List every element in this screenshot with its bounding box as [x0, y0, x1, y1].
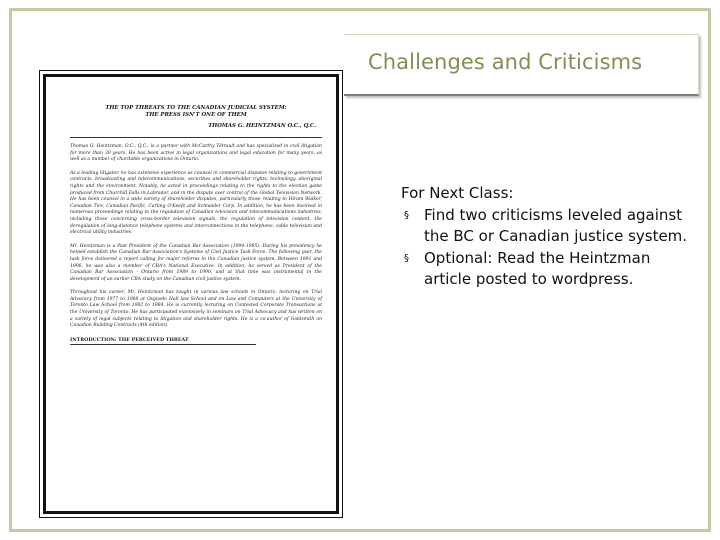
document-divider — [70, 137, 322, 138]
bullet-marker-icon: § — [404, 209, 409, 221]
document-heading-line-2: THE PRESS ISN'T ONE OF THEM — [145, 112, 247, 118]
document-section-heading: INTRODUCTION: THE PERCEIVED THREAT — [70, 337, 256, 345]
document-paragraph-3: Mr. Heintzman is a Past President of the Canadian Bar Association (1994-1995). During his presidency he helped establish the Canadian Bar Association's Systems of Civil Justice Task Force. The following year, the task force delivered a report calling for major reforms in the Canadian justice system. Between 1991 and 1996, he was also a member of CBA's National Executive. In addition, he served as President of the Canadian Bar Association - Ontario from 1989 to 1990, and at that time was instrumental in the development of an earlier CBA study on the Canadian civil justice system. — [70, 243, 322, 282]
bullet-marker-icon: § — [404, 252, 409, 264]
document-thumbnail — [39, 70, 343, 518]
slide-title: Challenges and Criticisms — [368, 50, 643, 74]
bullet-item — [401, 205, 701, 248]
document-heading-line-1: THE TOP THREATS TO THE CANADIAN JUDICIAL SYSTEM: — [105, 105, 287, 111]
document-paragraph-1: Thomas G. Heintzman, O.C., Q.C., is a partner with McCarthy Tétrault and has specialized in civil litigation for more than 30 years. He has been active in legal organizations and legal education for many years, as well as a number of charitable organizations in Ontario. — [70, 144, 322, 163]
document-heading — [70, 105, 322, 119]
bullet-text: Optional: Read the Heintzman article posted to wordpress. — [424, 248, 651, 289]
body-intro: For Next Class: — [401, 184, 514, 202]
bullet-text: Find two criticisms leveled against the BC or Canadian justice system. — [424, 205, 688, 246]
slide-body — [401, 183, 701, 291]
bullet-item — [401, 248, 701, 291]
document-paragraph-4: Throughout his career, Mr. Heintzman has taught in various law schools in Ontario, lecturing on Trial Advocacy from 1977 to 1988 at Osgoode Hall law School and on Law and Computers at the University of Toronto Law School from 1982 to 1984. He is currently lecturing on Contested Corporate Transactions at the University of Toronto. He has participated extensively in seminars on Trial Advocacy and has written on a variety of legal subjects relating to litigation and shareholder rights. He is a co-author of Goldsmith on Canadian Building Contracts (4th edition). — [70, 290, 322, 329]
document-paragraph-2: As a leading litigator, he has extensive experience as counsel in commercial disputes relating to government contracts, broadcasting and telecommunications, securities and shareholder rights, technology, aboriginal rights and the environment. Notably, he acted in proceedings relating to the rights to the election game produced from Churchill Falls in Labrador, and in the dispute over control of the Global Television Network. He has been counsel in a wide variety of shareholder disputes, particularly those relating to Hiram Walker, Canadian Tire, Canadian Pacific, Carling O'Keefe and Schneider Corp. In addition, he has been involved in numerous proceedings relating to the regulation of Canadian television and telecommunications industries, including those concerning cross-border television signals, the regulation of television content, the deregulation of long-distance telephone systems and interconnections in the telephone, cable television and electrical utility industries. — [70, 170, 322, 236]
document-author: THOMAS G. HEINTZMAN O.C., Q.C. — [208, 123, 316, 129]
bullet-list — [401, 205, 701, 291]
document-page — [43, 74, 339, 514]
